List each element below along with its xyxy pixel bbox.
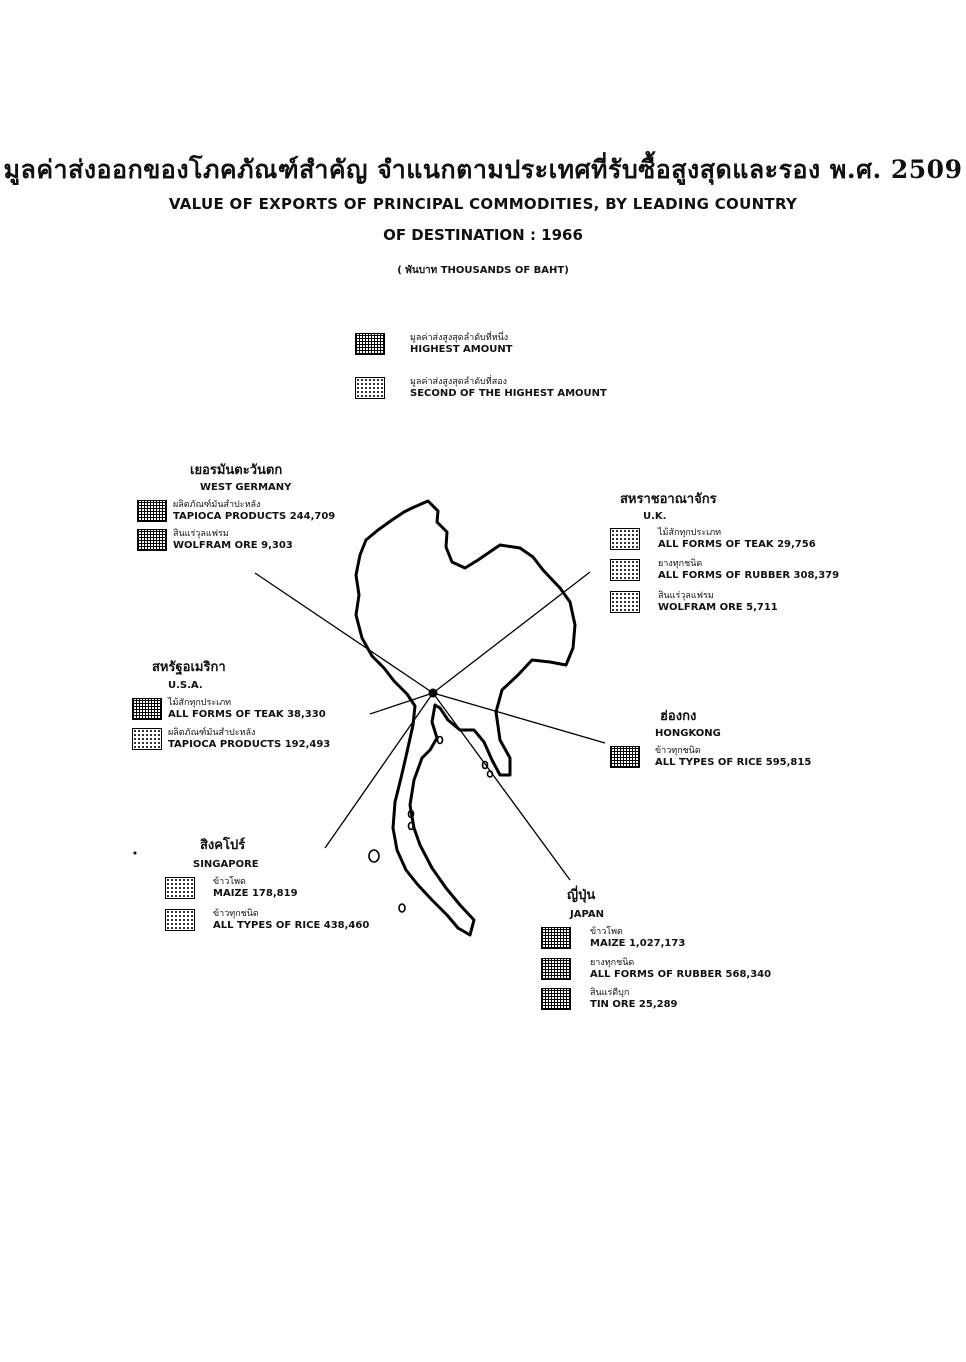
usa-item-2-swatch [132,728,162,750]
hongkong-item-1-swatch [610,746,640,768]
uk-item-3-swatch [610,591,640,613]
title-english: VALUE OF EXPORTS OF PRINCIPAL COMMODITIES, BY LEADING COUNTRY [168,195,798,213]
japan-item-2: ยางทุกชนิด ALL FORMS OF RUBBER 568,340 [590,958,772,980]
line-usa [370,693,433,714]
singapore-name: SINGAPORE [193,859,259,870]
singapore-item-2: ข้าวทุกชนิด ALL TYPES OF RICE 438,460 [213,909,370,931]
uk-item-1-swatch [610,528,640,550]
singapore-item-1-swatch [165,877,195,899]
uk-item-1: ไม้สักทุกประเภท ALL FORMS OF TEAK 29,756 [658,528,816,550]
usa-item-1: ไม้สักทุกประเภท ALL FORMS OF TEAK 38,330 [168,698,326,720]
line-hongkong [433,693,605,743]
japan-item-3: สินแร่ดีบุก TIN ORE 25,289 [590,988,678,1010]
thailand-outline [356,501,575,935]
usa-name: U.S.A. [168,680,203,691]
bangkok-dot [429,689,438,698]
speck [134,852,137,855]
uk-item-2: ยางทุกชนิด ALL FORMS OF RUBBER 308,379 [658,559,840,581]
uk-item-2-swatch [610,559,640,581]
hongkong-name: HONGKONG [655,728,721,739]
west-germany-name: WEST GERMANY [200,482,292,493]
uk-item-3: สินแร่วุลแฟรม WOLFRAM ORE 5,711 [658,591,778,613]
japan-item-1: ข้าวโพด MAIZE 1,027,173 [590,927,686,949]
japan-item-2-swatch [541,958,571,980]
usa-item-2: ผลิตภัณฑ์มันสำปะหลัง TAPIOCA PRODUCTS 192,493 [168,728,331,750]
japan-item-3-swatch [541,988,571,1010]
west-germany-item-2-swatch [137,529,167,551]
hongkong-thai: ฮ่องกง [660,709,697,724]
title-english-year: OF DESTINATION : 1966 [383,226,583,244]
islands [369,737,493,913]
west-germany-item-2: สินแร่วุลแฟรม WOLFRAM ORE 9,303 [173,529,293,551]
japan-name: JAPAN [570,909,604,920]
singapore-item-1: ข้าวโพด MAIZE 178,819 [213,877,298,899]
legend-second-label: มูลค่าส่งสูงสุดลำดับที่สอง SECOND OF THE HIGHEST AMOUNT [410,377,607,399]
units-label: ( พันบาท THOUSANDS OF BAHT) [397,265,569,276]
uk-name: U.K. [643,511,667,522]
japan-thai: ญี่ปุ่น [567,888,596,903]
usa-item-1-swatch [132,698,162,720]
west-germany-item-1-swatch [137,500,167,522]
uk-thai: สหราชอาณาจักร [620,492,717,507]
line-west-germany [255,573,433,693]
singapore-item-2-swatch [165,909,195,931]
line-japan [433,693,570,880]
legend-highest-label: มูลค่าส่งสูงสุดลำดับที่หนึ่ง HIGHEST AMOUNT [410,333,513,355]
hongkong-item-1: ข้าวทุกชนิด ALL TYPES OF RICE 595,815 [655,746,812,768]
title-thai: มูลค่าส่งออกของโภคภัณฑ์สำคัญ จำแนกตามประเทศที่รับซื้อสูงสุดและรอง พ.ศ. 2509 [3,155,963,184]
line-uk [433,572,590,693]
usa-thai: สหรัฐอเมริกา [152,660,226,675]
singapore-thai: สิงคโปร์ [200,838,246,853]
west-germany-thai: เยอรมันตะวันตก [190,463,283,478]
japan-item-1-swatch [541,927,571,949]
west-germany-item-1: ผลิตภัณฑ์มันสำปะหลัง TAPIOCA PRODUCTS 244,709 [173,500,336,522]
